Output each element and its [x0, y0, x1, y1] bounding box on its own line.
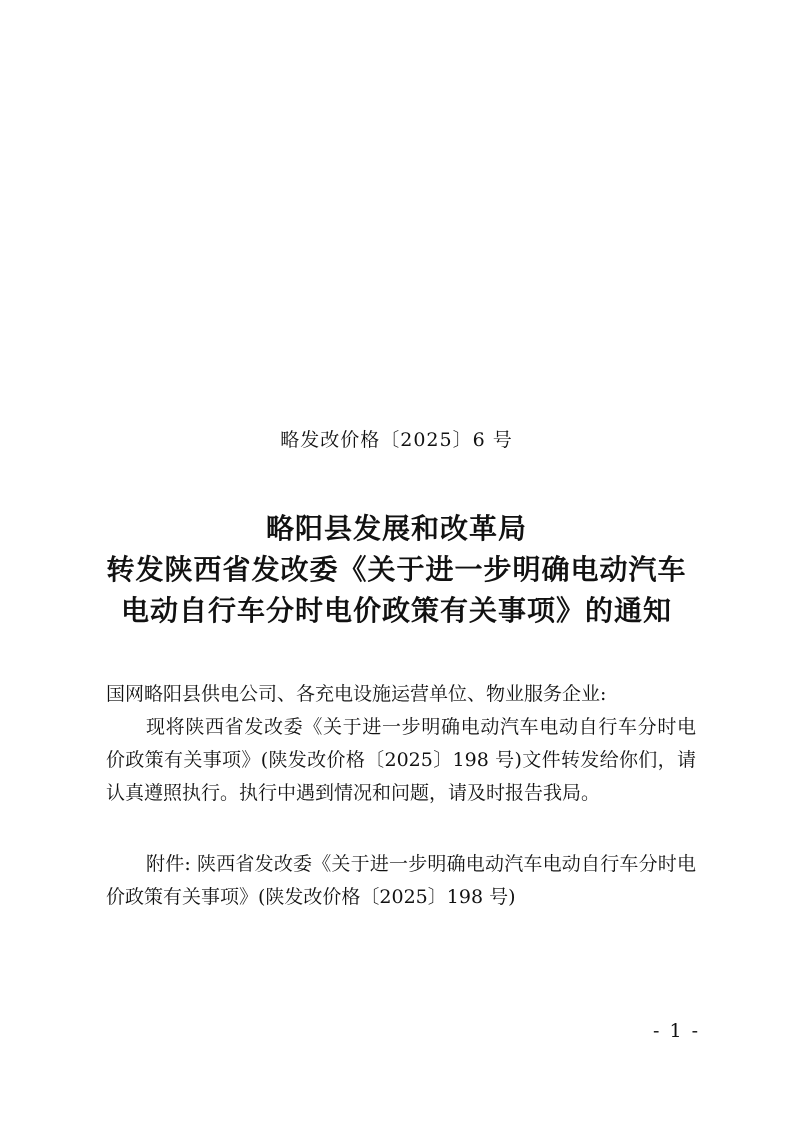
document-number: 略发改价格〔2025〕6 号: [280, 429, 513, 451]
title-line-2: 转发陕西省发改委《关于进一步明确电动汽车: [106, 553, 687, 586]
attachment-note: 附件: 陕西省发改委《关于进一步明确电动汽车电动自行车分时电价政策有关事项》(陕发改价格〔2025〕198 号): [106, 853, 696, 908]
addressee: 国网略阳县供电公司、各充电设施运营单位、物业服务企业:: [106, 683, 607, 705]
document-title: [60, 508, 733, 631]
title-line-3: 电动自行车分时电价政策有关事项》的通知: [120, 594, 672, 627]
body-paragraph: 现将陕西省发改委《关于进一步明确电动汽车电动自行车分时电价政策有关事项》(陕发改价格〔2025〕198 号)文件转发给你们，请认真遵照执行。执行中遇到情况和问题，请及时报告我局。: [106, 716, 696, 804]
page-number: - 1 -: [652, 1020, 700, 1042]
title-line-1: 略阳县发展和改革局: [265, 512, 527, 545]
document-body: [106, 678, 696, 914]
